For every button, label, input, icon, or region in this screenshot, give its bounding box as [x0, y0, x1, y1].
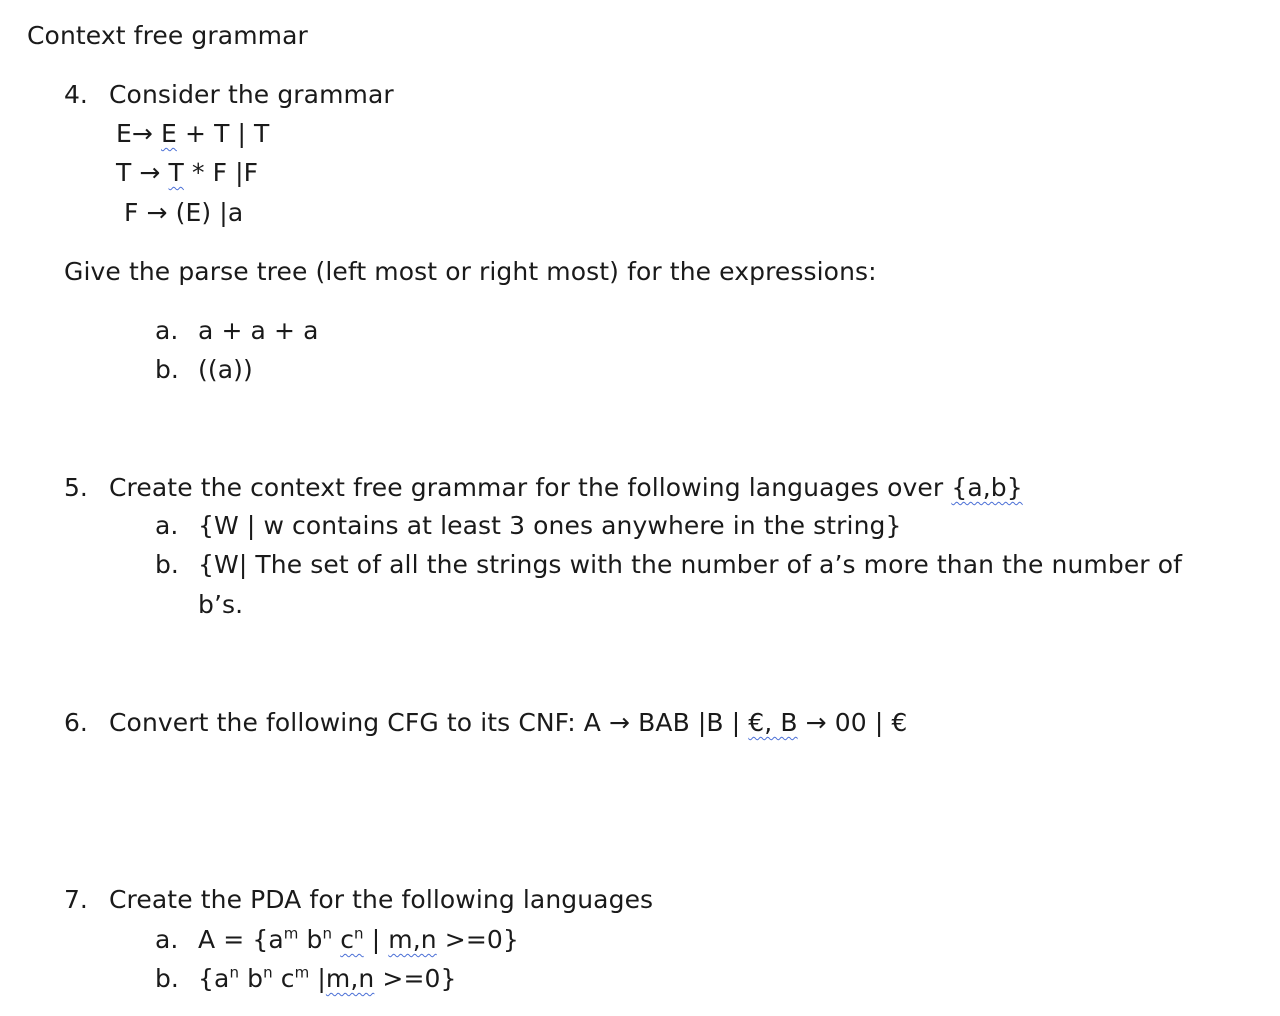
item-label: a. [155, 511, 179, 540]
language-b: {W| The set of all the strings with the number of a’s more than the number of [198, 550, 1183, 579]
expression-b: ((a)) [198, 355, 253, 384]
item-label: a. [155, 925, 179, 954]
question-5-number: 5. [64, 473, 88, 502]
item-label: a. [155, 316, 179, 345]
grammar-rule-f: F → (E) |a [124, 198, 244, 227]
question-4-number: 4. [64, 80, 88, 109]
pda-language-a: $A = \{a^m$ $b^n$ $c^n$ | m,n >=0} [198, 924, 519, 954]
language-a: {W | w contains at least 3 ones anywhere in the string} [198, 511, 902, 540]
item-label: b. [155, 355, 179, 384]
question-6-text: Convert the following CFG to its CNF: A → BAB |B | €, B → 00 | € [109, 708, 908, 737]
question-6-number: 6. [64, 708, 88, 737]
question-4-instruction: Give the parse tree (left most or right most) for the expressions: [64, 257, 877, 286]
question-5-title: Create the context free grammar for the following languages over {a,b} [109, 473, 1023, 502]
grammar-rule-e: E→ E + T | T [116, 119, 270, 148]
pda-language-b: {$a^n$ $b^n$ $c^m$ |m,n >=0} [198, 963, 457, 993]
grammar-rule-t: T → T * F |F [116, 158, 259, 187]
item-label: b. [155, 550, 179, 579]
page-title: Context free grammar [27, 21, 308, 50]
language-b-continued: b’s. [198, 590, 244, 619]
expression-a: a + a + a [198, 316, 319, 345]
question-4-title: Consider the grammar [109, 80, 394, 109]
question-7-number: 7. [64, 885, 88, 914]
question-7-title: Create the PDA for the following languages [109, 885, 654, 914]
item-label: b. [155, 964, 179, 993]
